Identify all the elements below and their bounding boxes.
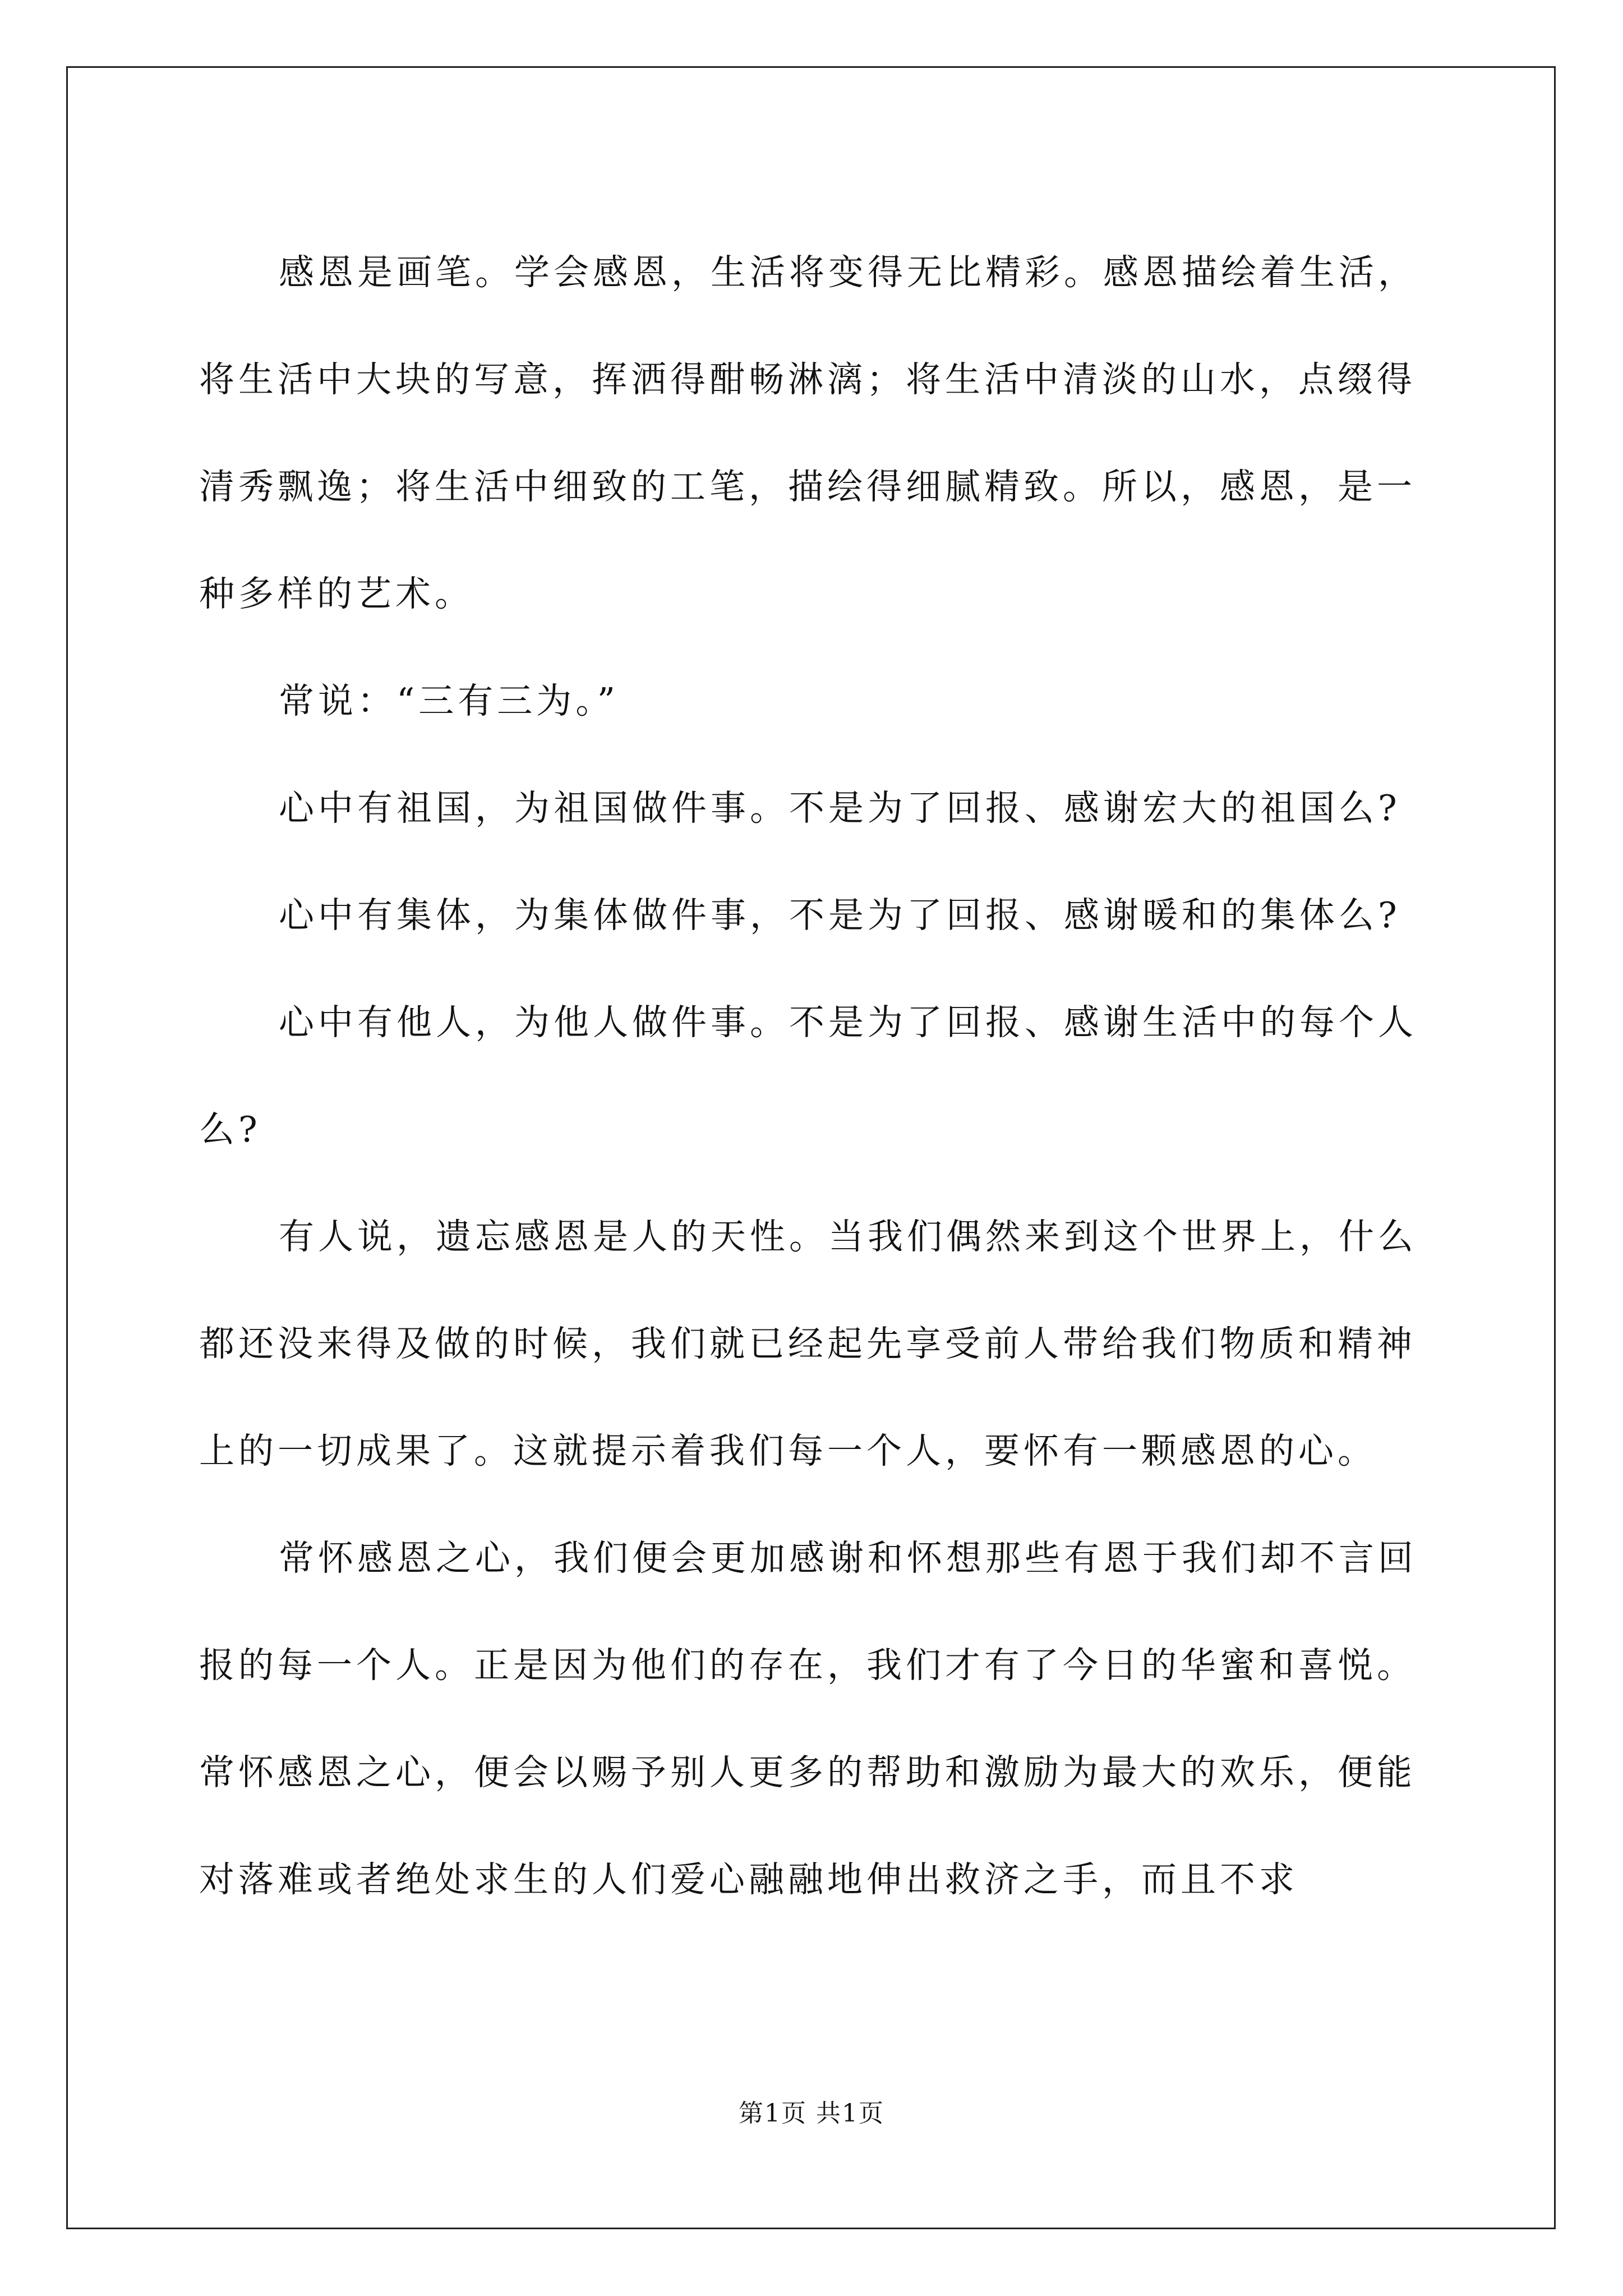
page-number-footer: 第1页 共1页 <box>739 2099 884 2128</box>
paragraph-6: 有人说，遗忘感恩是人的天性。当我们偶然来到这个世界上，什么都还没来得及做的时候，我们就已经起先享受前人带给我们物质和精神上的一切成果了。这就提示着我们每一个人，要怀有一颗感恩的心。 <box>199 1216 1417 1471</box>
paragraph-3: 心中有祖国，为祖国做件事。不是为了回报、感谢宏大的祖国么? <box>279 788 1401 829</box>
paragraph-5: 心中有他人，为他人做件事。不是为了回报、感谢生活中的每个人么? <box>199 1002 1417 1150</box>
paragraph-1: 感恩是画笔。学会感恩，生活将变得无比精彩。感恩描绘着生活，将生活中大块的写意，挥洒得酣畅淋漓；将生活中清淡的山水，点缀得清秀飘逸；将生活中细致的工笔，描绘得细腻精致。所以，感恩，是一种多样的艺术。 <box>199 252 1417 614</box>
paragraph-4: 心中有集体，为集体做件事，不是为了回报、感谢暖和的集体么? <box>279 895 1401 936</box>
paragraph-7: 常怀感恩之心，我们便会更加感谢和怀想那些有恩于我们却不言回报的每一个人。正是因为他们的存在，我们才有了今日的华蜜和喜悦。常怀感恩之心，便会以赐予别人更多的帮助和激励为最大的欢乐，便能对落难或者绝处求生的人们爱心融融地伸出救济之手，而且不求 <box>199 1538 1417 1900</box>
paragraph-2: 常说：“三有三为。” <box>279 680 619 721</box>
document-body <box>199 219 1433 1933</box>
